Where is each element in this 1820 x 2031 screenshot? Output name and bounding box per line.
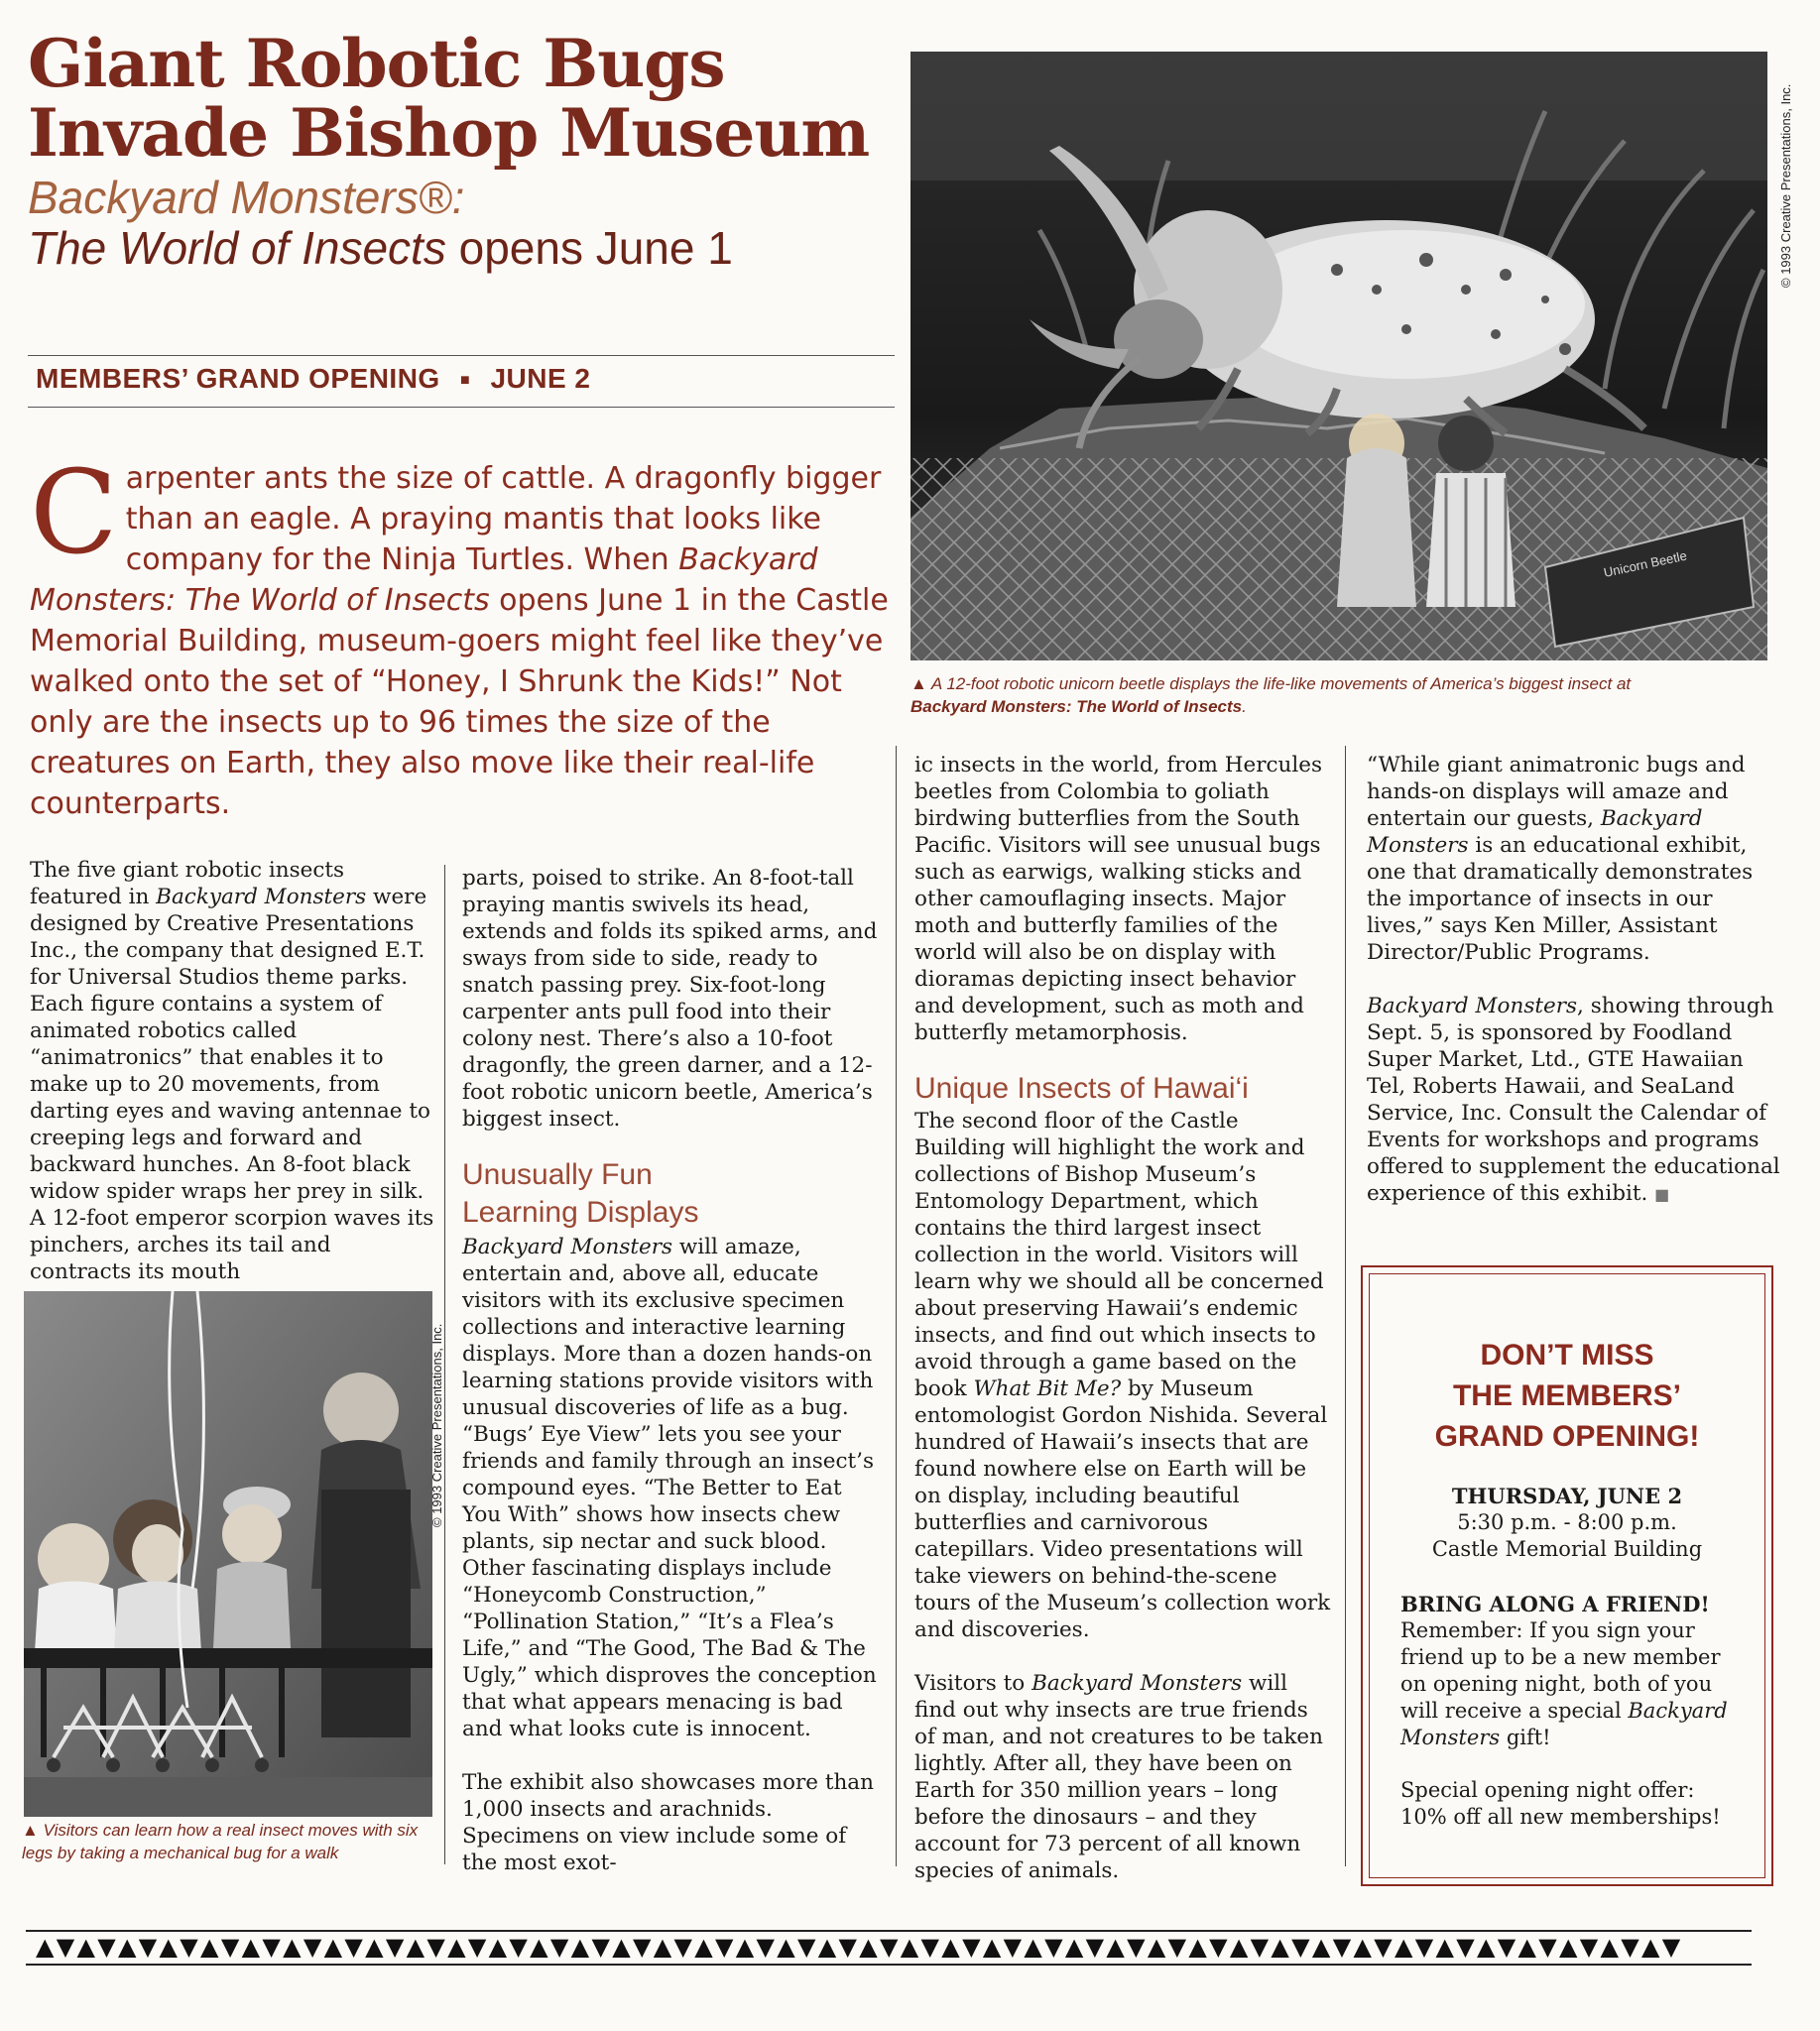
headline-line-1: Giant Robotic Bugs xyxy=(28,25,725,102)
col4-italic: Backyard Monsters xyxy=(1367,806,1703,858)
col4-para-2 xyxy=(1367,993,1783,1208)
promo-title xyxy=(1381,1335,1754,1457)
column-2 xyxy=(462,865,885,1876)
left-photo-caption xyxy=(22,1819,428,1864)
col4-text-2: , showing through Sept. 5, is sponsored by Foodland Super Market, Ltd., GTE Hawaiian Tel, Roberts Hawaii, and SeaLand Service, Inc. Consult the Calendar of Events for workshops and programs offered to supplement the educational experience of this exhibit. xyxy=(1367,994,1780,1206)
col2-para-3: The exhibit also showcases more than 1,000 insects and arachnids. Specimens on view include some of the most exot- xyxy=(462,1770,874,1875)
footer-rule-bottom xyxy=(26,1964,1752,1966)
promo-offer xyxy=(1400,1777,1738,1831)
col2-italic: Backyard Monsters xyxy=(462,1235,673,1259)
friend-end: gift! xyxy=(1500,1726,1551,1749)
col3-para-1: ic insects in the world, from Hercules beetles from Colombia to goliath birdwing butterflies from the South Pacific. Visitors will see unusual bugs such as earwigs, walking sticks and other camouflaging insects. Major moth and butterfly families of the world will also be on display with dioramas depicting insect behavior and development, such as moth and butterfly metamorphosis. xyxy=(914,753,1322,1045)
headline-block xyxy=(28,25,901,275)
promo-time: 5:30 p.m. - 8:00 p.m. xyxy=(1457,1510,1677,1534)
column-rule-1 xyxy=(444,865,445,1864)
children-illustration xyxy=(24,1291,432,1817)
lead-text: arpenter ants the size of cattle. A dragonfly bigger than an eagle. A praying mantis that looks like company for the Ninja Turtles. When xyxy=(125,461,882,577)
column-3 xyxy=(914,752,1335,1884)
beetle-photo xyxy=(910,52,1767,660)
promo-friend-text xyxy=(1400,1617,1738,1751)
banner-left: MEMBERS’ GRAND OPENING xyxy=(36,363,440,394)
subheadline-rest: opens June 1 xyxy=(445,222,733,275)
friend-text: Remember: If you sign your friend up to be a new member on opening night, both of you will receive a special xyxy=(1400,1618,1721,1723)
col3-italic-3: Backyard Monsters xyxy=(1031,1671,1243,1696)
left-caption-text: Visitors can learn how a real insect moves with six legs by taking a mechanical bug for a walk xyxy=(22,1821,419,1862)
lead-text-rest: opens June 1 in the Castle Memorial Building, museum-goers might feel like they’ve walked onto the set of “Honey, I Shrunk the Kids!” Not only are the insects up to 96 times the size of the creatures on Earth, they also move like their real-life counterparts. xyxy=(30,583,889,821)
promo-offer-2: 10% off all new memberships! xyxy=(1400,1805,1721,1829)
promo-friend-head: BRING ALONG A FRIEND! xyxy=(1400,1592,1710,1616)
promo-content xyxy=(1381,1335,1754,1831)
members-banner xyxy=(36,363,590,395)
column-rule-3 xyxy=(1345,746,1346,1866)
subheadline-italic: The World of Insects xyxy=(28,222,446,275)
lead-paragraph xyxy=(30,446,893,824)
promo-date: THURSDAY, JUNE 2 xyxy=(1451,1484,1683,1508)
top-caption-bold: Backyard Monsters: The World of Insects xyxy=(910,697,1243,716)
column-1 xyxy=(30,857,438,1285)
col2-para-1: parts, poised to strike. An 8-foot-tall praying mantis swivels its head, extends and folds its spiked arms, and sways from side to side, ready to snatch passing prey. Six-foot-long carpenter ants pull food into their colony nest. There’s also a 10-foot dragonfly, the green darner, and a 12-foot robotic unicorn beetle, America’s biggest insect. xyxy=(462,866,878,1132)
left-photo-credit: © 1993 Creative Presentations, Inc. xyxy=(429,1323,444,1527)
section-heading-line-2: Learning Displays xyxy=(462,1196,699,1229)
column-4 xyxy=(1367,752,1783,1208)
col3-italic: What Bit Me? xyxy=(973,1376,1122,1401)
section-heading-hawaii: Unique Insects of Hawai‘i xyxy=(914,1072,1249,1105)
caption-triangle-icon-2: ▲ xyxy=(22,1821,39,1840)
drop-cap: C xyxy=(30,446,118,580)
top-photo-credit: © 1993 Creative Presentations, Inc. xyxy=(1778,83,1793,288)
footer-pattern: ▲▼▲▼▲▼▲▼▲▼▲▼▲▼▲▼▲▼▲▼▲▼▲▼▲▼▲▼▲▼▲▼▲▼▲▼▲▼▲▼▲▼▲▼▲▼▲▼▲▼▲▼▲▼▲▼▲▼▲▼▲▼▲▼▲▼▲▼▲▼▲▼▲▼▲▼▲▼▲▼ xyxy=(36,1933,1683,1961)
col1-text-rest: were designed by Creative Presentations Inc., the company that designed E.T. for Universal Studios theme parks. Each figure contains a system of animated robotics called “animatronics” that enables it to make up to 20 movements, from darting eyes and waving antennae to creeping legs and forward and backward hunches. An 8-foot black widow spider wraps her prey in silk. A 12-foot emperor scorpion waves its pinchers, arches its tail and contracts its mouth xyxy=(30,885,434,1284)
section-heading-line-1: Unusually Fun xyxy=(462,1158,653,1191)
col3-para-2 xyxy=(914,1108,1335,1643)
col2-text: will amaze, entertain and, above all, educate visitors with its exclusive specimen collections and interactive learning displays. More than a dozen hands-on learning stations provide visitors with unusual discoveries of life as a bug. “Bugs’ Eye View” lets you see your friends and family through an insect’s compound eyes. “The Better to Eat You With” shows how insects chew plants, sip nectar and suck blood. Other fascinating displays include “Honeycomb Construction,” “Pollination Station,” “It’s a Flea’s Life,” and “The Good, The Bad & The Ugly,” which disproves the conception that what appears menacing is bad and what looks cute is innocent. xyxy=(462,1235,877,1741)
sign-label: Unicorn Beetle xyxy=(1602,547,1689,580)
banner-separator: ■ xyxy=(459,372,471,389)
banner-rule xyxy=(28,407,895,408)
col1-text: The five giant robotic insects featured in xyxy=(30,858,345,909)
col4-para-1 xyxy=(1367,752,1783,966)
col4-text: “While giant animatronic bugs and hands-on displays will amaze and entertain our guests, xyxy=(1367,753,1746,831)
banner-right: JUNE 2 xyxy=(490,363,591,394)
headline-line-2: Invade Bishop Museum xyxy=(28,93,870,172)
col1-italic: Backyard Monsters xyxy=(156,885,367,909)
subheadline-line-1: Backyard Monsters®: xyxy=(28,171,465,223)
top-caption-end: . xyxy=(1242,697,1247,716)
beetle-illustration xyxy=(910,52,1767,660)
col4-italic-2: Backyard Monsters xyxy=(1367,994,1578,1018)
end-mark-icon: ■ xyxy=(1654,1185,1670,1204)
children-photo xyxy=(24,1291,432,1817)
top-caption-text: A 12-foot robotic unicorn beetle displays the life-like movements of America’s biggest insect at xyxy=(926,674,1632,693)
col4-text-rest: is an educational exhibit, one that dramatically demonstrates the importance of insects in our lives,” says Ken Miller, Assistant Director/Public Programs. xyxy=(1367,833,1754,965)
promo-friend xyxy=(1400,1591,1738,1831)
section-heading-learning xyxy=(462,1156,885,1232)
promo-title-3: GRAND OPENING! xyxy=(1434,1420,1700,1453)
promo-place: Castle Memorial Building xyxy=(1431,1537,1703,1561)
col3-text-3: Visitors to xyxy=(914,1671,1032,1696)
headline-rule xyxy=(28,355,895,356)
promo-offer-1: Special opening night offer: xyxy=(1400,1778,1695,1802)
col3-text-3-rest: will find out why insects are true friends of man, and not creatures to be taken lightly. After all, they have been on Earth for 350 million years – long before the dinosaurs – and they account for 73 percent of all known species of animals. xyxy=(914,1671,1323,1883)
promo-title-1: DON’T MISS xyxy=(1480,1339,1654,1372)
promo-title-2: THE MEMBERS’ xyxy=(1452,1379,1681,1412)
col3-para-3 xyxy=(914,1670,1335,1884)
column-rule-2 xyxy=(896,746,897,1866)
promo-details xyxy=(1381,1483,1754,1563)
subheadline-line-2 xyxy=(28,223,901,275)
friend-italic: Backyard Monsters xyxy=(1400,1699,1728,1749)
col3-text: The second floor of the Castle Building will highlight the work and collections of Bishop Museum’s Entomology Department, which contains the third largest insect collection in the world. Visitors will learn why we should all be concerned about preserving Hawaii’s endemic insects, and find out which insects to avoid through a game based on the book xyxy=(914,1109,1324,1401)
caption-triangle-icon: ▲ xyxy=(910,674,927,693)
col3-text-rest: by Museum entomologist Gordon Nishida. Several hundred of Hawaii’s insects that are found nowhere else on Earth will be on display, including beautiful butterflies and carnivorous catepillars. Video presentations will take viewers on behind-the-scene tours of the Museum’s collection work and discoveries. xyxy=(914,1376,1331,1642)
col2-para-2 xyxy=(462,1234,885,1742)
top-photo-caption xyxy=(910,672,1773,718)
lead-italic: Backyard Monsters: The World of Insects xyxy=(30,542,818,618)
